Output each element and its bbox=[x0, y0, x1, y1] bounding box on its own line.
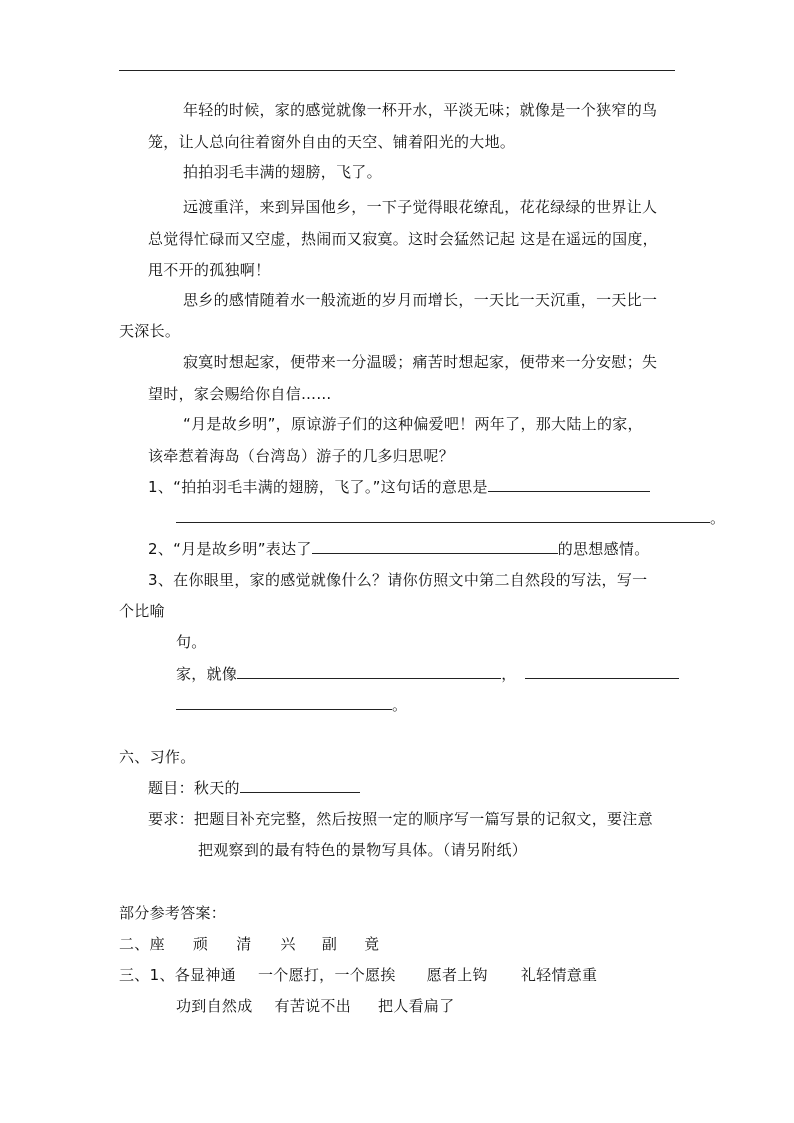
answers-section-2-label: 二、 bbox=[119, 935, 150, 953]
passage-p6-line1: “月是故乡明”，原谅游子们的这种偏爱吧！两年了，那大陆上的家， bbox=[183, 415, 643, 433]
question-3-answer-blank-1[interactable] bbox=[237, 664, 501, 679]
question-1-answer-blank[interactable] bbox=[488, 477, 650, 492]
answers-section-3-line1 bbox=[119, 965, 597, 985]
passage-p6-line2: 该牵惹着海岛（台湾岛）游子的几多归思呢？ bbox=[148, 447, 455, 465]
question-1 bbox=[148, 477, 650, 497]
answer-item: 副 bbox=[321, 935, 338, 953]
question-3-line4 bbox=[176, 664, 679, 684]
passage-p5-line2: 望时，家会赐给你自信…… bbox=[148, 385, 332, 403]
answer-item: 兴 bbox=[280, 935, 296, 953]
question-3-answer-blank-3[interactable] bbox=[176, 695, 392, 710]
answer-item: 有苦说不出 bbox=[274, 997, 352, 1015]
composition-heading: 六、习作。 bbox=[119, 748, 196, 766]
passage-p3-line1: 远渡重洋，来到异国他乡，一下子觉得眼花缭乱，花花绿绿的世界让人 bbox=[183, 198, 658, 216]
question-1-line2 bbox=[176, 508, 725, 528]
passage-p3-line3: 甩不开的孤独啊！ bbox=[148, 261, 271, 279]
question-3-answer-blank-2[interactable] bbox=[525, 664, 679, 679]
answer-item: 功到自然成 bbox=[176, 997, 253, 1015]
answers-heading: 部分参考答案： bbox=[119, 904, 227, 922]
composition-requirement-line1: 要求：把题目补充完整，然后按照一定的顺序写一篇写景的记叙文，要注意 bbox=[148, 810, 653, 828]
question-3-comma: ， bbox=[501, 665, 517, 683]
passage-p5-line1: 寂寞时想起家，便带来一分温暖；痛苦时想起家，便带来一分安慰；失 bbox=[183, 353, 658, 371]
answers-section-2 bbox=[119, 934, 379, 954]
question-1-text: 1、“拍拍羽毛丰满的翅膀，飞了。”这句话的意思是 bbox=[148, 478, 488, 496]
question-3-line5 bbox=[176, 695, 407, 715]
composition-topic-text: 题目：秋天的 bbox=[148, 779, 240, 797]
answer-item: 各显神通 bbox=[174, 966, 236, 984]
question-2-text-a: 2、“月是故乡明”表达了 bbox=[148, 540, 312, 558]
question-3-end-mark: 。 bbox=[392, 696, 408, 714]
answer-item: 顽 bbox=[192, 935, 209, 953]
question-3-line3: 句。 bbox=[176, 633, 207, 651]
passage-p1-line1: 年轻的时候，家的感觉就像一杯开水，平淡无味；就像是一个狭窄的鸟 bbox=[183, 101, 658, 119]
question-3-prompt: 家，就像 bbox=[176, 665, 238, 683]
question-1-answer-blank-2[interactable] bbox=[176, 508, 710, 523]
composition-requirement-line2: 把观察到的最有特色的景物写具体。（请另附纸） bbox=[198, 841, 528, 859]
answers-section-3-line2 bbox=[176, 996, 455, 1016]
answer-item: 座 bbox=[149, 935, 165, 953]
answers-section-3-label: 三、1、 bbox=[119, 966, 175, 984]
question-3-line1: 3、在你眼里，家的感觉就像什么？请你仿照文中第二自然段的写法，写一 bbox=[148, 571, 648, 589]
header-rule bbox=[119, 70, 675, 71]
answer-item: 一个愿打，一个愿挨 bbox=[257, 966, 396, 984]
question-2-text-b: 的思想感情。 bbox=[557, 540, 650, 558]
passage-p4-line2: 天深长。 bbox=[119, 322, 181, 340]
composition-topic bbox=[148, 778, 360, 798]
question-1-end-mark: 。 bbox=[710, 509, 726, 527]
question-2-answer-blank[interactable] bbox=[312, 539, 558, 554]
question-3-line2: 个比喻 bbox=[119, 602, 165, 620]
question-2 bbox=[148, 539, 650, 559]
passage-p1-line2: 笼，让人总向往着窗外自由的天空、铺着阳光的大地。 bbox=[148, 133, 516, 151]
answer-item: 把人看扁了 bbox=[378, 997, 455, 1015]
composition-topic-blank[interactable] bbox=[240, 778, 360, 793]
answer-item: 愿者上钩 bbox=[426, 966, 488, 984]
answer-item: 礼轻情意重 bbox=[520, 966, 598, 984]
answer-item: 清 bbox=[236, 935, 252, 953]
passage-p2: 拍拍羽毛丰满的翅膀，飞了。 bbox=[183, 163, 382, 181]
passage-p3-line2: 总觉得忙碌而又空虚，热闹而又寂寞。这时会猛然记起 这是在遥远的国度， bbox=[148, 230, 658, 248]
passage-p4-line1: 思乡的感情随着水一般流逝的岁月而增长，一天比一天沉重，一天比一 bbox=[183, 291, 658, 309]
answer-item: 竟 bbox=[364, 935, 380, 953]
